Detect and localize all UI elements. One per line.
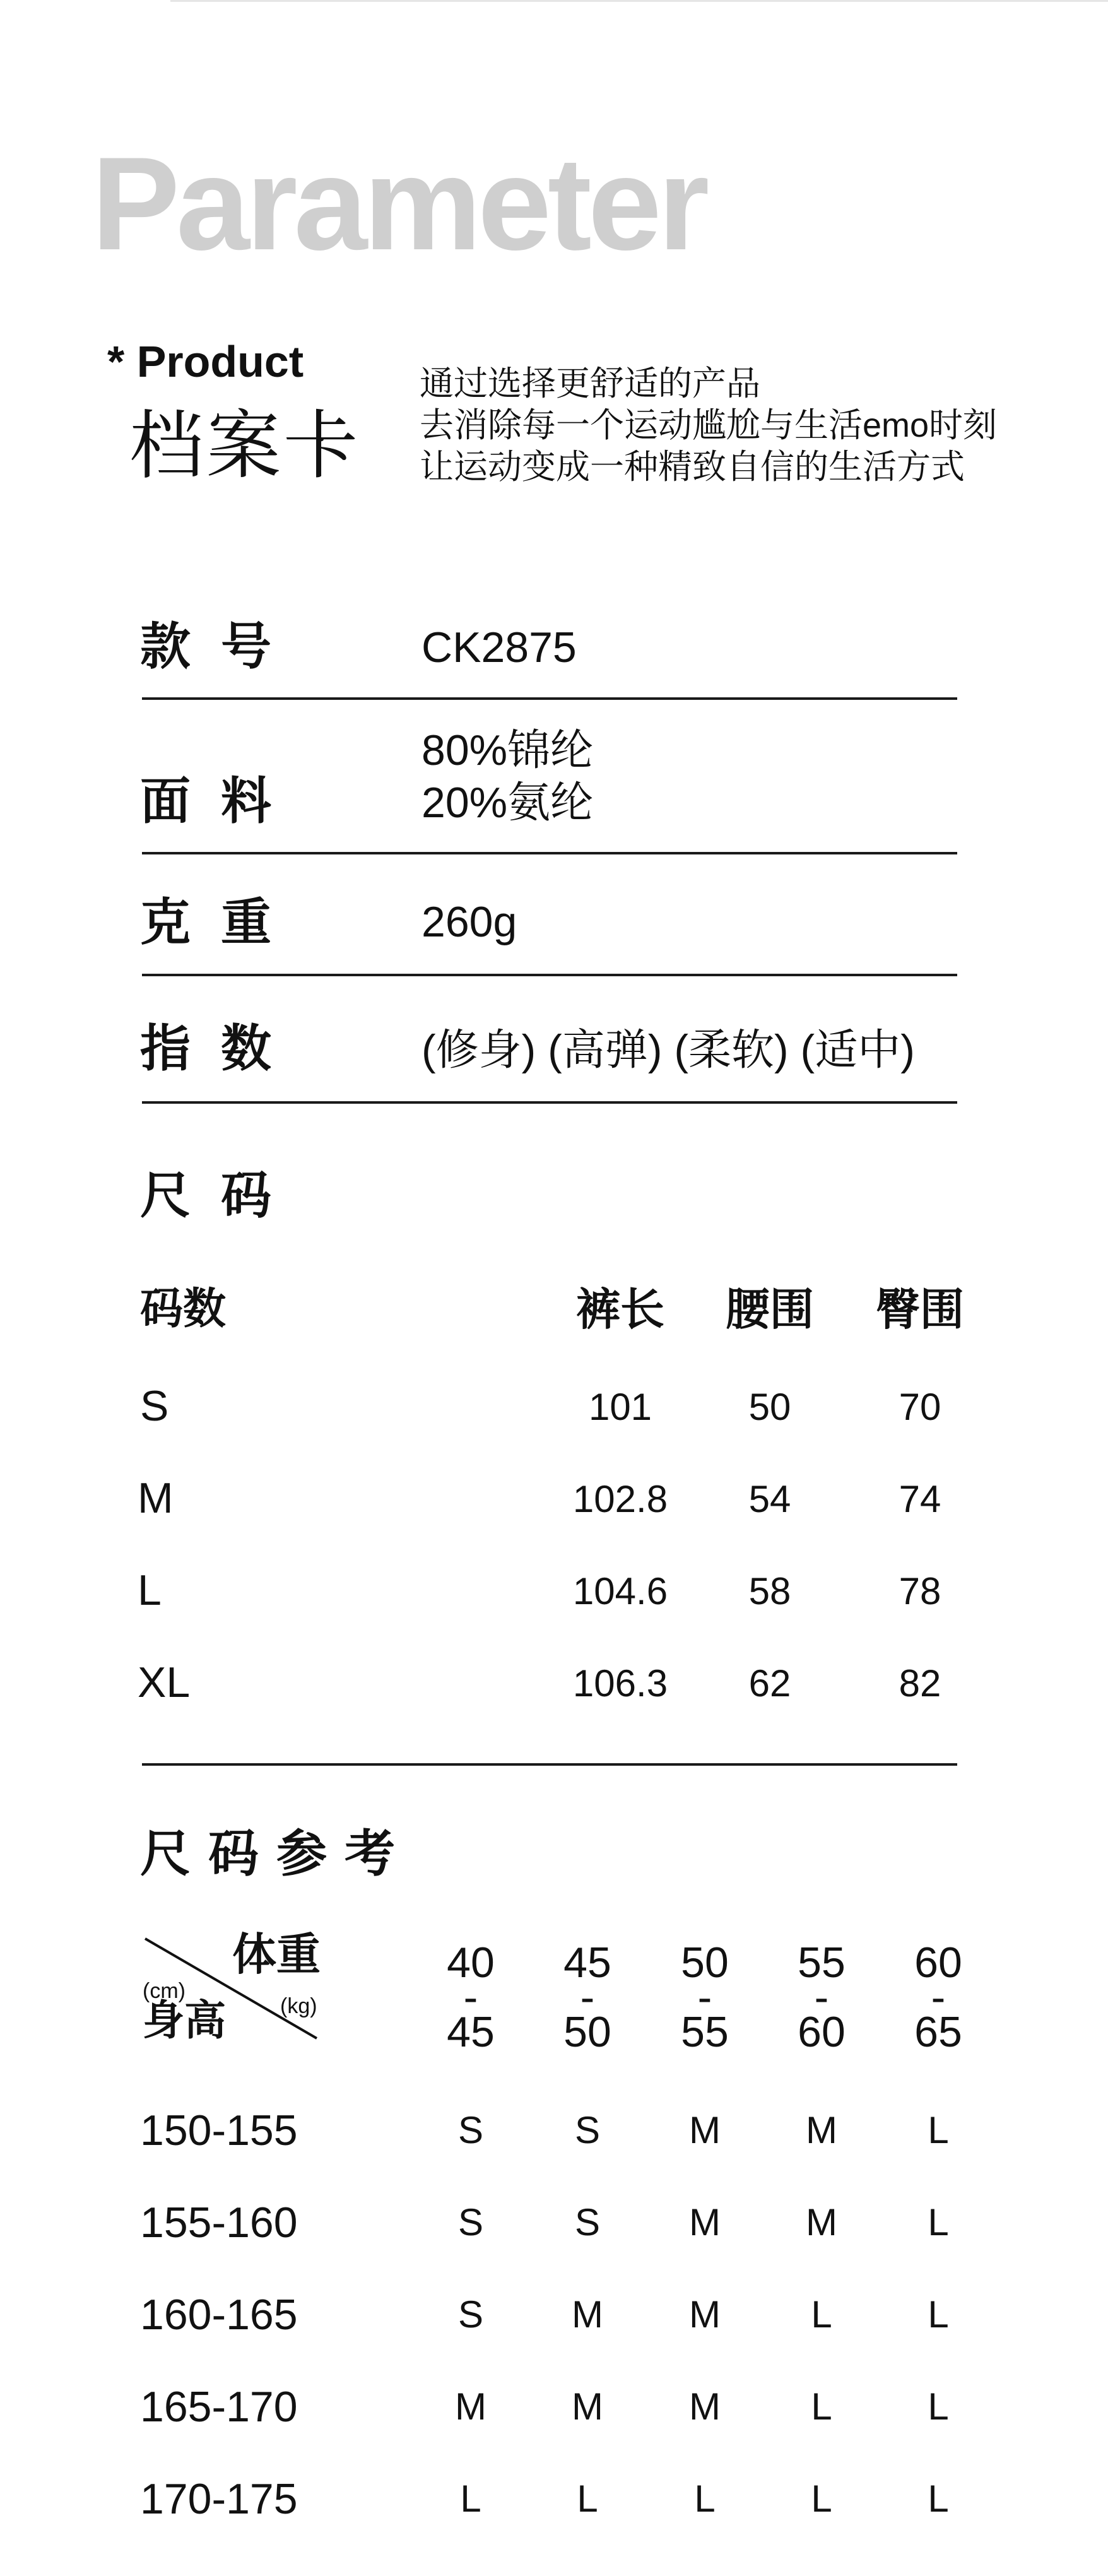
- height-range: 160-165: [140, 2291, 298, 2339]
- ref-size-cell: L: [460, 2478, 481, 2520]
- spec-label-fabric: 面料: [140, 773, 302, 829]
- ref-size-cell: L: [928, 2109, 949, 2151]
- ref-size-cell: L: [928, 2478, 949, 2520]
- ref-size-cell: S: [457, 2293, 484, 2336]
- ref-size-cell: L: [928, 2293, 949, 2336]
- ref-size-cell: M: [689, 2201, 721, 2243]
- weight-from: 45: [563, 1939, 611, 1987]
- height-range: 165-170: [140, 2383, 298, 2431]
- ref-size-cell: M: [572, 2293, 603, 2336]
- size-cell: 58: [748, 1570, 791, 1612]
- weight-sep: -: [697, 1973, 712, 2021]
- weight-range: [661, 1939, 749, 2056]
- ref-size-cell: L: [694, 2478, 716, 2520]
- ref-size-cell: L: [577, 2478, 598, 2520]
- weight-range: [427, 1939, 515, 2056]
- weight-to: 45: [447, 2008, 495, 2056]
- divider: [142, 1101, 957, 1104]
- weight-unit: (kg): [280, 1994, 317, 2018]
- size-row-label: L: [138, 1566, 162, 1614]
- height-range: 170-175: [140, 2475, 298, 2523]
- slogan-line: 让运动变成一种精致自信的生活方式: [420, 448, 965, 486]
- ref-size-cell: M: [689, 2385, 721, 2428]
- size-row-label: M: [138, 1474, 174, 1522]
- spec-value-style-no: CK2875: [421, 623, 577, 671]
- divider: [142, 1763, 957, 1766]
- ref-size-cell: M: [806, 2201, 837, 2243]
- top-divider: [170, 0, 1108, 2]
- ref-size-cell: L: [811, 2293, 832, 2336]
- size-row-label: S: [140, 1382, 169, 1430]
- weight-from: 55: [798, 1939, 846, 1987]
- ref-size-cell: M: [806, 2109, 837, 2151]
- size-section-title: 尺码: [140, 1167, 302, 1224]
- size-cell: 70: [899, 1386, 941, 1428]
- height-range: 155-160: [140, 2199, 298, 2247]
- ref-size-cell: M: [689, 2293, 721, 2336]
- size-cell: 54: [748, 1478, 791, 1520]
- size-header-waist: 腰围: [726, 1285, 814, 1334]
- spec-value-weight: 260g: [421, 898, 517, 946]
- ref-size-cell: S: [574, 2201, 601, 2243]
- slogan: [420, 363, 997, 488]
- height-weight-header: [143, 1931, 319, 2045]
- spec-value-fabric-line1: 80%锦纶: [421, 726, 594, 774]
- product-label-cn: 档案卡: [129, 405, 361, 488]
- weight-from: 40: [447, 1939, 495, 1987]
- size-header-size: 码数: [140, 1285, 227, 1333]
- height-unit: (cm): [143, 1979, 186, 2003]
- size-reference-title: 尺码参考: [140, 1826, 413, 1882]
- height-range: 150-155: [140, 2106, 298, 2154]
- size-cell: 101: [588, 1386, 652, 1428]
- weight-to: 55: [681, 2008, 729, 2056]
- ref-size-cell: M: [689, 2109, 721, 2151]
- ref-size-cell: L: [928, 2385, 949, 2428]
- size-cell: 62: [748, 1662, 791, 1705]
- ref-size-cell: M: [572, 2385, 603, 2428]
- ref-size-cell: S: [457, 2109, 484, 2151]
- divider: [142, 852, 957, 854]
- weight-sep: -: [814, 1973, 829, 2021]
- divider: [142, 974, 957, 976]
- weight-sep: -: [931, 1973, 946, 2021]
- slogan-line: 去消除每一个运动尴尬与生活emo时刻: [420, 406, 998, 444]
- weight-to: 50: [563, 2008, 611, 2056]
- size-cell: 106.3: [572, 1662, 668, 1705]
- weight-label: 体重: [232, 1930, 321, 1979]
- ref-size-cell: L: [928, 2201, 949, 2243]
- spec-label-weight: 克重: [140, 894, 302, 950]
- slogan-line: 通过选择更舒适的产品: [420, 365, 760, 403]
- spec-value-fabric-line2: 20%氨纶: [421, 779, 594, 827]
- weight-sep: -: [463, 1973, 478, 2021]
- weight-range: [543, 1939, 632, 2056]
- weight-from: 60: [914, 1939, 962, 1987]
- ref-size-cell: S: [457, 2201, 484, 2243]
- weight-to: 60: [798, 2008, 846, 2056]
- ref-size-cell: L: [811, 2478, 832, 2520]
- ref-size-cell: L: [811, 2385, 832, 2428]
- weight-sep: -: [580, 1973, 595, 2021]
- ref-size-cell: S: [574, 2109, 601, 2151]
- weight-range: [777, 1939, 866, 2056]
- weight-from: 50: [681, 1939, 729, 1987]
- ref-size-cell: M: [455, 2385, 486, 2428]
- size-cell: 104.6: [572, 1570, 668, 1612]
- divider: [142, 697, 957, 700]
- size-cell: 50: [748, 1386, 791, 1428]
- product-label-en: * Product: [107, 337, 304, 386]
- size-cell: 78: [899, 1570, 941, 1612]
- size-row-label: XL: [138, 1658, 191, 1706]
- size-cell: 82: [899, 1662, 941, 1705]
- size-header-hip: 臀围: [876, 1285, 964, 1334]
- size-cell: 102.8: [572, 1478, 668, 1520]
- size-header-length: 裤长: [576, 1285, 664, 1334]
- page-title: Parameter: [91, 129, 706, 278]
- spec-value-index: (修身) (高弹) (柔软) (适中): [421, 1026, 915, 1074]
- spec-label-index: 指数: [140, 1020, 302, 1077]
- size-cell: 74: [899, 1478, 941, 1520]
- spec-label-style-no: 款号: [140, 618, 302, 675]
- weight-range: [894, 1939, 982, 2056]
- height-label: 身高: [143, 1997, 226, 2043]
- weight-to: 65: [914, 2008, 962, 2056]
